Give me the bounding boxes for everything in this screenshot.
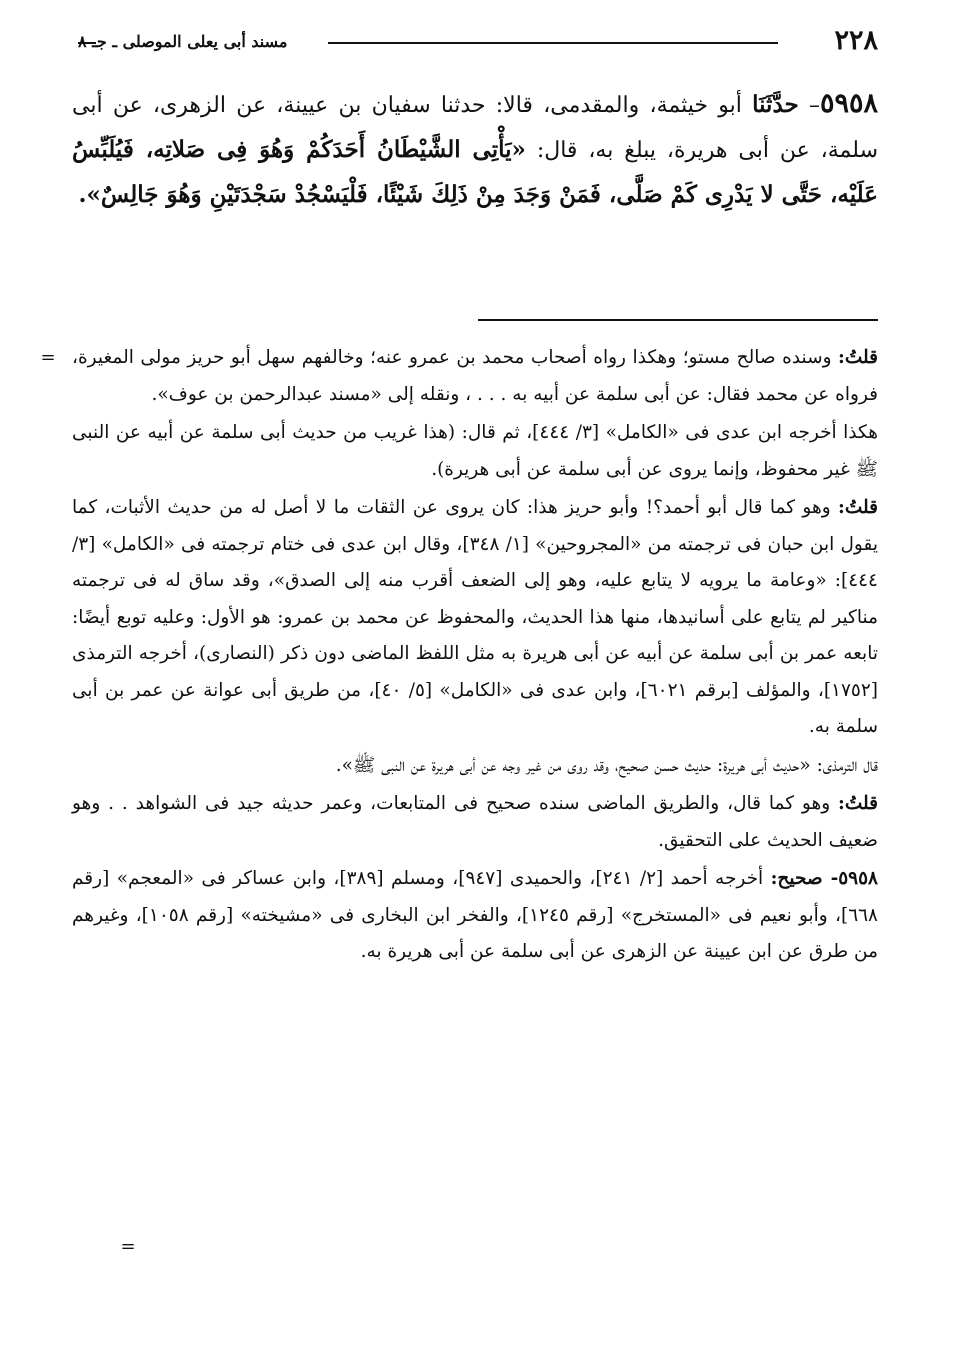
footnote-keyword: قلتُ:	[838, 793, 878, 814]
book-title: مسند أبى يعلى الموصلى ـ جـ ٨	[78, 32, 288, 51]
running-header	[78, 24, 878, 58]
footnotes	[72, 340, 878, 973]
footnote-paragraph	[72, 786, 878, 859]
hadith-matn: «يَأْتِى الشَّيْطَانُ أَحَدَكُمْ وَهُوَ فِى صَلاتِه، فَيُلَبِّسُ عَلَيْه، حَتَّى لا يَدْرِى كَمْ صَلَّى، فَمَنْ وَجَدَ مِنْ ذَلِكَ شَيْئًا، فَلْيَسْجُدْ سَجْدَتَيْنِ وَهُوَ جَالِسٌ».	[72, 136, 878, 208]
continuation-mark-end: =	[120, 1236, 136, 1257]
footnote-text: أخرجه أحمد [٢/ ٢٤١]، والحميدى [٩٤٧]، ومسلم [٣٨٩]، وابن عساكر فى «المعجم» [رقم ٦٦٨]، وأبو نعيم فى «المستخرج» [رقم ١٢٤٥]، والفخر ابن البخارى فى «مشيخته» [رقم ١٠٥٨]، وغيرهم من طرق عن ابن عيينة عن الزهرى عن أبى سلمة عن أبى هريرة به.	[72, 868, 878, 962]
footnote-text: هكذا أخرجه ابن عدى فى «الكامل» [٣/ ٤٤٤]، ثم قال: (هذا غريب من حديث أبى سلمة عن أبيه عن النبى ﷺ غير محفوظ، وإنما يروى عن أبى سلمة عن أبى هريرة).	[72, 422, 878, 480]
footnote-paragraph	[72, 861, 878, 971]
footnote-text: وهو كما قال أبو أحمد؟! وأبو حريز هذا: كان يروى عن الثقات ما لا أصل له من حديث الأثبات، كما يقول ابن حبان فى ترجمته من «المجروحين» [١/ ٣٤٨]، وقال ابن عدى فى ختام ترجمته فى «الكامل» [٣/ ٤٤٤]: «وعامة ما يرويه لا يتابع عليه، وهو إلى الضعف أقرب منه إلى الصدق»، وقد ساق له فى ترجمته مناكير لم يتابع على أسانيدها، منها هذا الحديث، والمحفوظ عن محمد بن عمرو: هو الأول: وعليه توبع أيضًا: تابعه عمر بن أبى سلمة عن أبيه عن أبى هريرة به مثل اللفظ الماضى دون ذكر (النصارى)، أخرجه الترمذى [١٧٥٢]، والمؤلف [برقم ٦٠٢١]، وابن عدى فى «الكامل» [٥/ ٤٠]، من طريق أبى عوانة عن عمر بن أبى سلمة به.	[72, 497, 879, 737]
footnote-text: قال الترمذى: «حديث أبى هريرة: حديث حسن صحيح، وقد روى من غير وجه عن أبى هريرة عن النبى ﷺ».	[335, 754, 878, 776]
hadith-isnad: أبو خيثمة، والمقدمى، قالا: حدثنا سفيان بن عيينة، عن الزهرى، عن أبى سلمة، عن أبى هريرة، يبلغ به، قال:	[72, 93, 878, 163]
hadith-lead: حدَّثَنَا	[752, 91, 799, 118]
footnote-paragraph	[72, 340, 878, 413]
footnote-paragraph	[72, 748, 878, 785]
footnote-keyword: ٥٩٥٨- صحيح:	[770, 868, 878, 889]
footnote-text: وهو كما قال، والطريق الماضى سنده صحيح فى المتابعات، وعمر حديثه جيد فى الشواهد . . وهو ضعيف الحديث على التحقيق.	[72, 793, 878, 851]
header-rule	[328, 42, 778, 44]
hadith-text: ٥٩٥٨– حدَّثَنَا أبو خيثمة، والمقدمى، قالا: حدثنا سفيان بن عيينة، عن الزهرى، عن أبى سلمة، عن أبى هريرة، يبلغ به، قال: «يَأْتِى الشَّيْطَانُ أَحَدَكُمْ وَهُوَ فِى صَلاتِه، فَيُلَبِّسُ عَلَيْه، حَتَّى لا يَدْرِى كَمْ صَلَّى، فَمَنْ وَجَدَ مِنْ ذَلِكَ شَيْئًا، فَلْيَسْجُدْ سَجْدَتَيْنِ وَهُوَ جَالِسٌ».	[72, 88, 878, 208]
footnote-text: وسنده صالح مستو؛ وهكذا رواه أصحاب محمد بن عمرو عنه؛ وخالفهم سهل أبو حريز مولى المغيرة، فرواه عن محمد فقال: عن أبى سلمة عن أبيه به . . . ، ونقله إلى «مسند عبدالرحمن بن عوف».	[72, 347, 878, 405]
footnote-keyword: قلتُ:	[838, 347, 878, 368]
page-number: ٢٢٨	[834, 25, 878, 56]
footnote-paragraph	[72, 490, 878, 746]
footnote-paragraph	[72, 415, 878, 488]
hadith-number: ٥٩٥٨	[819, 88, 878, 119]
continuation-mark: =	[40, 347, 56, 368]
footnote-separator	[478, 319, 878, 321]
footnote-keyword: قلتُ:	[838, 497, 878, 518]
